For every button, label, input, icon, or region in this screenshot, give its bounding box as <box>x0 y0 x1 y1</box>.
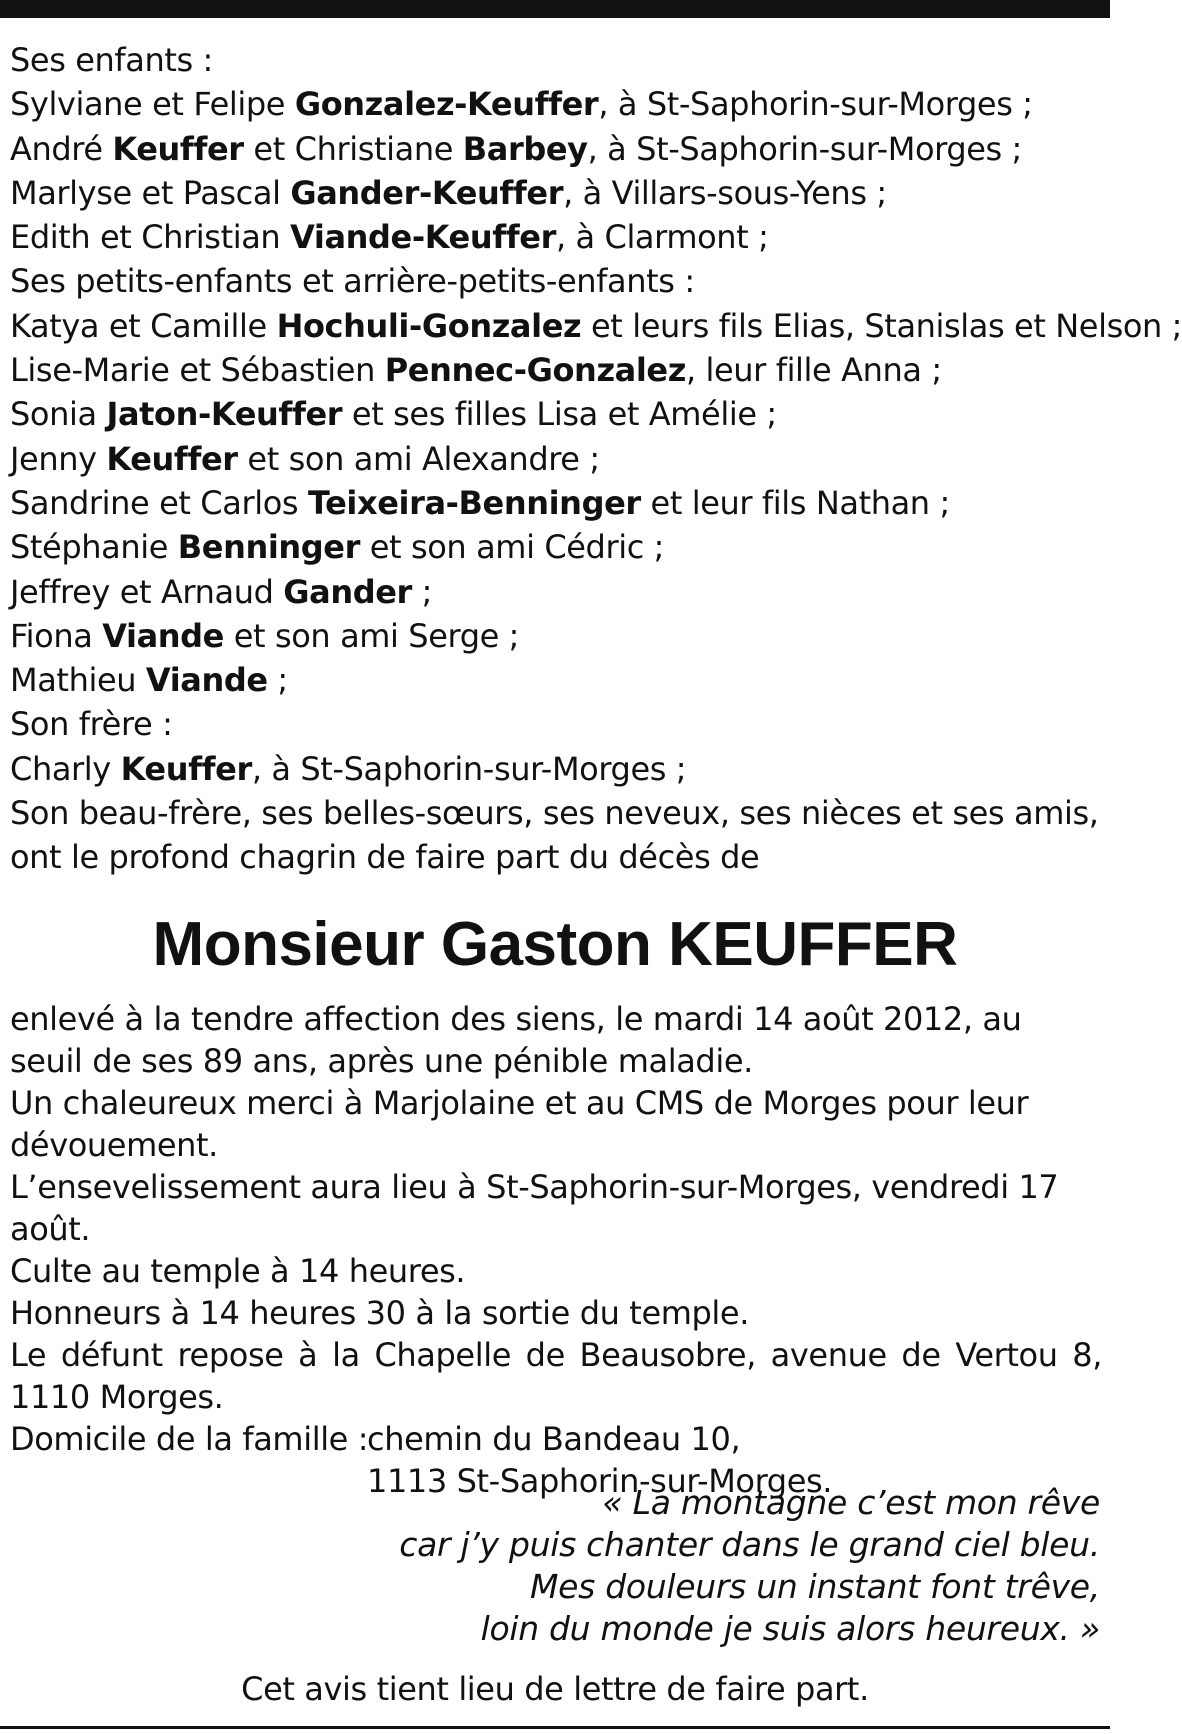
family-surname: Keuffer <box>112 129 244 168</box>
obituary-details <box>10 998 1102 1502</box>
quote-line: « La montagne c’est mon rêve <box>602 1483 1100 1522</box>
family-surname: Gander-Keuffer <box>290 173 564 212</box>
poem-quote <box>399 1482 1100 1650</box>
quote-line: loin du monde je suis alors heureux. » <box>480 1609 1100 1648</box>
family-line: Jeffrey et Arnaud Gander ; <box>10 572 433 611</box>
address-label: Domicile de la famille : <box>10 1420 369 1458</box>
family-surname: Keuffer <box>106 439 238 478</box>
family-line: Fiona Viande et son ami Serge ; <box>10 616 520 655</box>
family-line: Son frère : <box>10 705 173 744</box>
address-line: chemin du Bandeau 10, <box>367 1420 741 1458</box>
family-surname: Gander <box>283 572 412 611</box>
address-line: 1113 St-Saphorin-sur-Morges. <box>367 1462 833 1500</box>
family-line: Son beau-frère, ses belles-sœurs, ses neveux, ses nièces et ses amis, <box>10 794 1099 833</box>
deceased-name: Monsieur Gaston KEUFFER <box>152 910 958 979</box>
family-surname: Teixeira-Benninger <box>307 483 641 522</box>
detail-paragraph: enlevé à la tendre affection des siens, le mardi 14 août 2012, au seuil de ses 89 ans, après une pénible maladie. <box>10 1000 1022 1080</box>
family-surname: Keuffer <box>120 749 252 788</box>
bottom-rule <box>0 1726 1110 1729</box>
family-line: Lise-Marie et Sébastien Pennec-Gonzalez, leur fille Anna ; <box>10 351 942 390</box>
family-line: Sonia Jaton-Keuffer et ses filles Lisa et Amélie ; <box>10 395 777 434</box>
family-surname: Viande <box>102 616 224 655</box>
family-surname: Barbey <box>462 129 588 168</box>
family-line: Marlyse et Pascal Gander-Keuffer, à Villars-sous-Yens ; <box>10 173 887 212</box>
family-surname: Jaton-Keuffer <box>106 395 343 434</box>
closing-notice: Cet avis tient lieu de lettre de faire part. <box>241 1670 869 1708</box>
detail-paragraph: Honneurs à 14 heures 30 à la sortie du temple. <box>10 1294 749 1332</box>
detail-paragraph: Un chaleureux merci à Marjolaine et au CMS de Morges pour leur dévouement. <box>10 1084 1029 1164</box>
family-line: Ses enfants : <box>10 41 213 79</box>
family-surname: Viande <box>145 661 268 700</box>
family-line: Charly Keuffer, à St-Saphorin-sur-Morges ; <box>10 749 687 788</box>
family-line: Sandrine et Carlos Teixeira-Benninger et leur fils Nathan ; <box>10 483 950 522</box>
family-surname: Gonzalez-Keuffer <box>294 85 599 124</box>
quote-line: Mes douleurs un instant font trêve, <box>529 1567 1100 1606</box>
detail-paragraph: Culte au temple à 14 heures. <box>10 1252 466 1290</box>
detail-paragraph: Le défunt repose à la Chapelle de Beausobre, avenue de Vertou 8, 1110 Morges. <box>10 1336 1102 1416</box>
family-surname: Hochuli-Gonzalez <box>276 306 582 345</box>
family-surname: Benninger <box>177 528 360 567</box>
family-line: Katya et Camille Hochuli-Gonzalez et leurs fils Elias, Stanislas et Nelson ; <box>10 306 1182 345</box>
detail-paragraph: L’ensevelissement aura lieu à St-Saphorin-sur-Morges, vendredi 17 août. <box>10 1168 1059 1248</box>
quote-line: car j’y puis chanter dans le grand ciel bleu. <box>399 1525 1100 1564</box>
family-line: Edith et Christian Viande-Keuffer, à Clarmont ; <box>10 218 769 257</box>
family-line: ont le profond chagrin de faire part du décès de <box>10 838 760 877</box>
family-line: André Keuffer et Christiane Barbey, à St-Saphorin-sur-Morges ; <box>10 129 1022 168</box>
family-surname: Viande-Keuffer <box>290 218 556 257</box>
top-rule <box>0 0 1110 18</box>
family-line: Sylviane et Felipe Gonzalez-Keuffer, à St-Saphorin-sur-Morges ; <box>10 85 1033 124</box>
family-surname: Pennec-Gonzalez <box>384 351 686 390</box>
family-line: Mathieu Viande ; <box>10 661 288 700</box>
family-list <box>10 38 1182 880</box>
family-line: Stéphanie Benninger et son ami Cédric ; <box>10 528 665 567</box>
family-line: Jenny Keuffer et son ami Alexandre ; <box>10 439 600 478</box>
family-line: Ses petits-enfants et arrière-petits-enfants : <box>10 262 695 301</box>
